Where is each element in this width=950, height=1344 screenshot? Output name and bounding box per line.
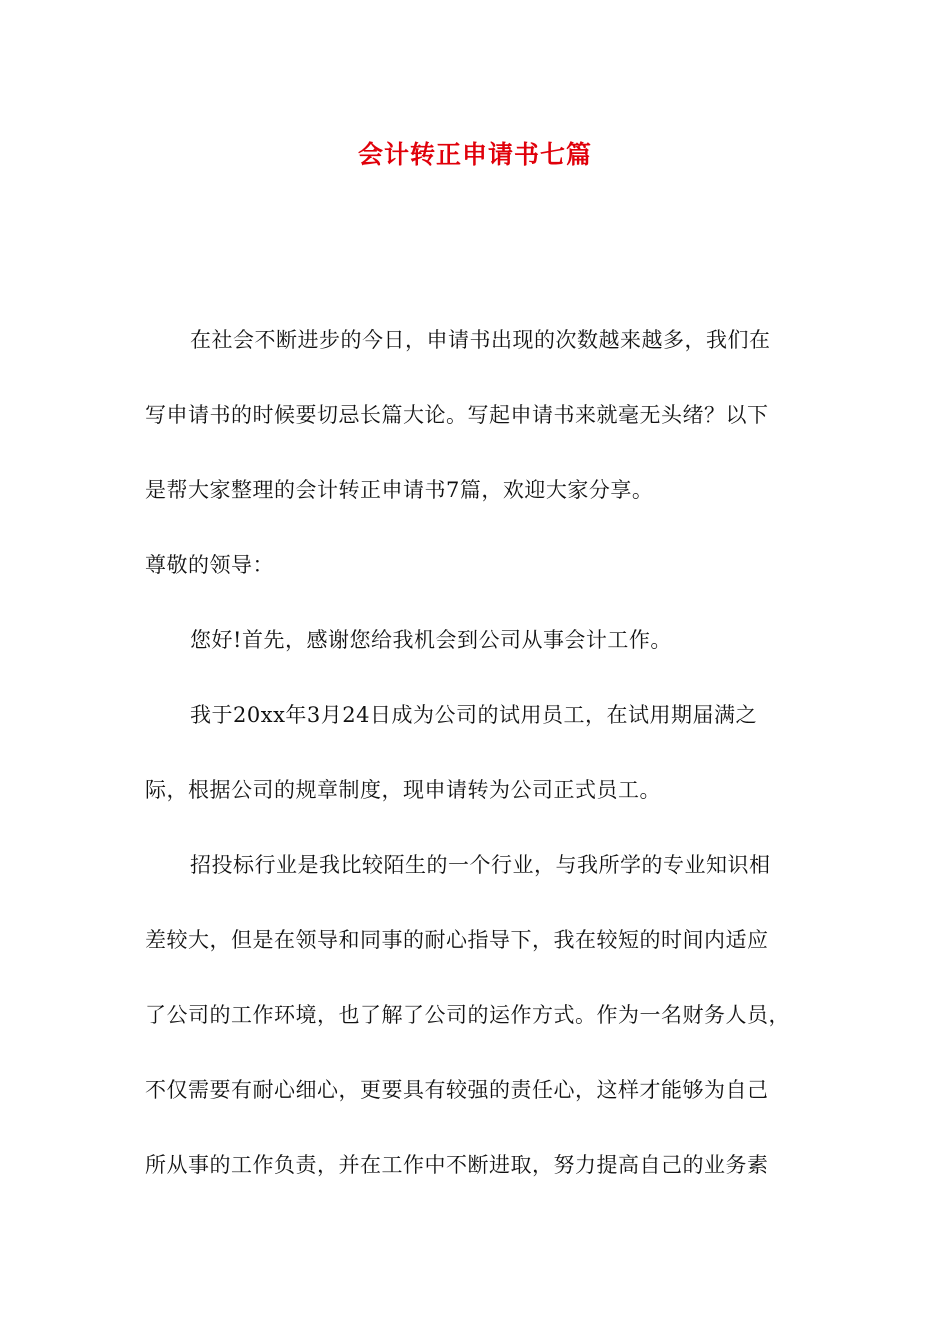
paragraph-line: 我于20xx年3月24日成为公司的试用员工，在试用期届满之 <box>190 703 757 727</box>
paragraph-line: 招投标行业是我比较陌生的一个行业，与我所学的专业知识相 <box>190 853 771 877</box>
paragraph-line: 不仅需要有耐心细心，更要具有较强的责任心，这样才能够为自己 <box>145 1078 769 1102</box>
salutation: 尊敬的领导： <box>145 553 274 577</box>
paragraph-line: 际，根据公司的规章制度，现申请转为公司正式员工。 <box>145 778 661 802</box>
paragraph-line: 在社会不断进步的今日，申请书出现的次数越来越多，我们在 <box>190 328 771 352</box>
document-title: 会计转正申请书七篇 <box>357 140 592 169</box>
paragraph-line: 所从事的工作负责，并在工作中不断进取，努力提高自己的业务素 <box>145 1153 769 1177</box>
paragraph-line: 是帮大家整理的会计转正申请书7篇，欢迎大家分享。 <box>145 478 654 502</box>
paragraph-line: 您好!首先，感谢您给我机会到公司从事会计工作。 <box>190 628 672 652</box>
paragraph-line: 差较大，但是在领导和同事的耐心指导下，我在较短的时间内适应 <box>145 928 769 952</box>
paragraph-line: 了公司的工作环境，也了解了公司的运作方式。作为一名财务人员， <box>145 1003 790 1027</box>
paragraph-line: 写申请书的时候要切忌长篇大论。写起申请书来就毫无头绪？以下 <box>145 403 769 427</box>
